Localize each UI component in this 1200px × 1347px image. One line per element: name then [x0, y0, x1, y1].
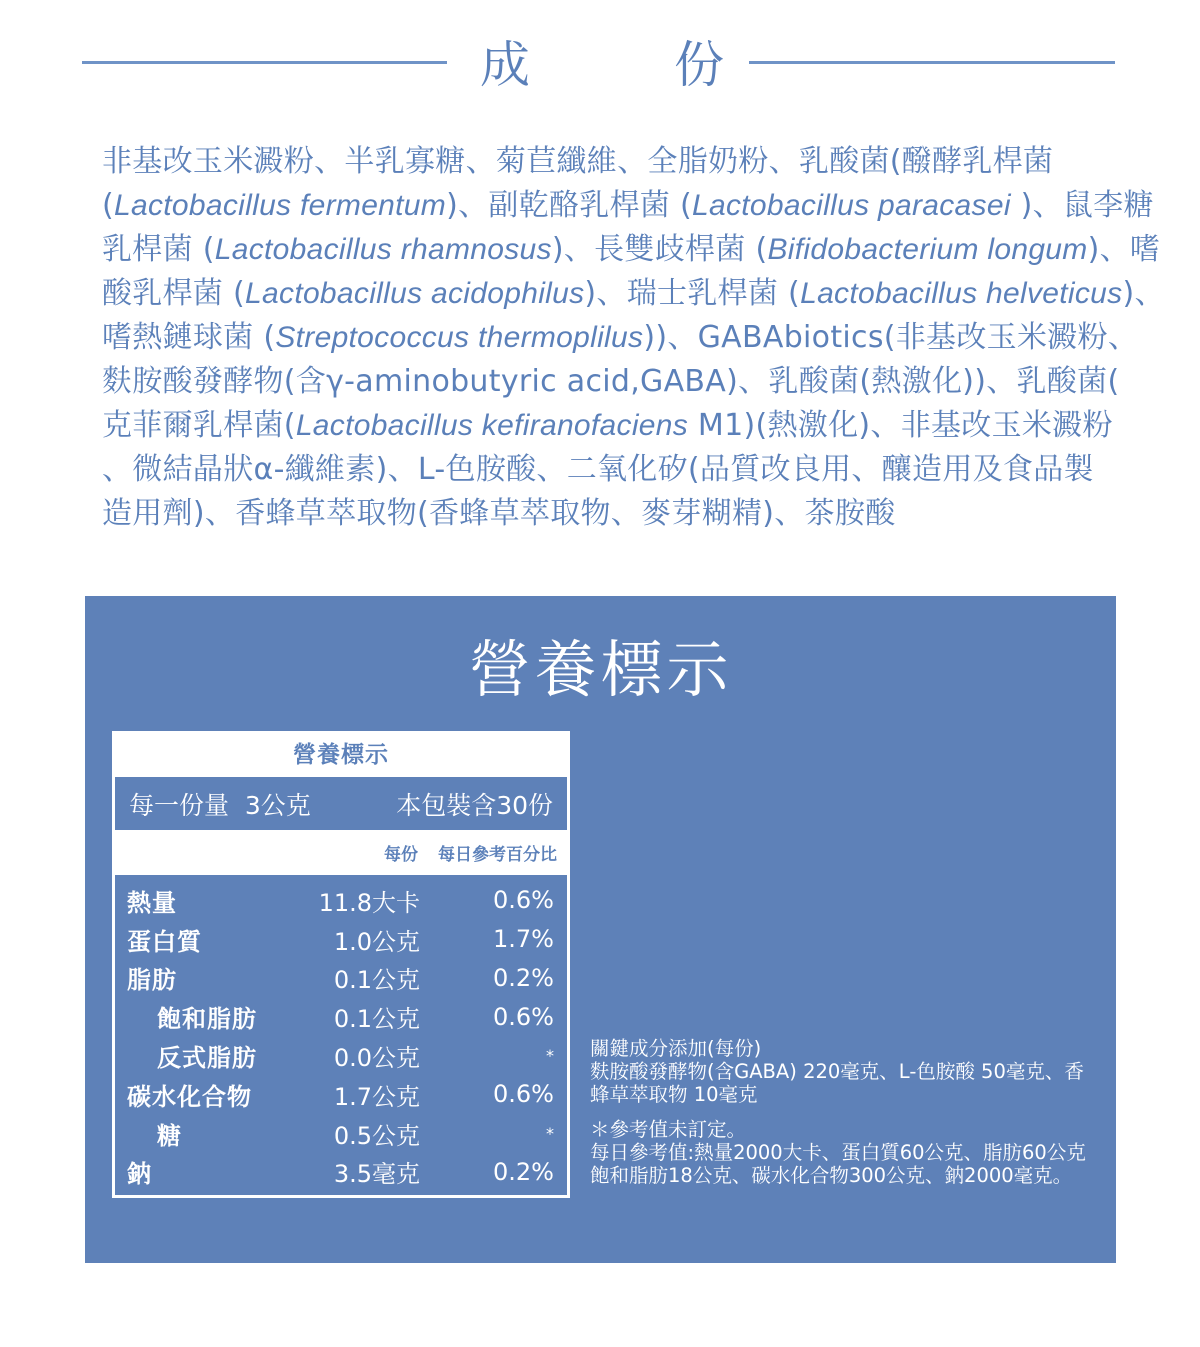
- nutrient-pct: 1.7%: [493, 925, 554, 954]
- nutrient-name: 熱量: [127, 888, 177, 917]
- nutrition-notes: [590, 1037, 1110, 1199]
- ingredients-line: 酸乳桿菌 (Lactobacillus acidophilus)、瑞士乳桿菌 (Lactobacillus helveticus)、: [102, 276, 1165, 311]
- nutrient-row: [115, 997, 567, 1036]
- ingredients-line: 乳桿菌 (Lactobacillus rhamnosus)、長雙歧桿菌 (Bifidobacterium longum)、嗜: [102, 232, 1161, 267]
- nutrient-name: 飽和脂肪: [157, 1005, 257, 1034]
- nutrient-row: [115, 959, 567, 998]
- title-char-1: 成: [480, 36, 530, 94]
- ingredients-heading: [82, 24, 1115, 98]
- nutrient-amount: 0.1公克: [333, 1005, 420, 1034]
- nutrient-pct: 0.6%: [493, 1002, 554, 1031]
- nutrient-row: [115, 1114, 567, 1153]
- nutrition-label-title: 營養標示: [115, 734, 567, 777]
- heading-rule-right: [749, 61, 1115, 64]
- nutrient-amount: 0.0公克: [333, 1044, 420, 1073]
- serving-info: [115, 777, 567, 830]
- nutrient-pct: 0.6%: [493, 886, 554, 915]
- ingredients-line: (Lactobacillus fermentum)、副乾酪乳桿菌 (Lactobacillus paracasei )、鼠李糖: [102, 188, 1154, 223]
- nutrient-row: [115, 1075, 567, 1114]
- nutrient-name: 鈉: [127, 1160, 152, 1189]
- column-headers: [115, 830, 567, 875]
- serving-size: 每一份量 3公克: [129, 790, 311, 820]
- nutrition-label: [112, 731, 570, 1198]
- heading-rule-left: [82, 61, 447, 64]
- col-per-serving: 每份: [384, 845, 418, 865]
- nutrient-amount: 11.8大卡: [318, 888, 420, 917]
- ingredients-line: 克菲爾乳桿菌(Lactobacillus kefiranofaciens M1)(熱激化)、非基改玉米澱粉: [102, 408, 1113, 443]
- ingredients-line: 非基改玉米澱粉、半乳寡糖、菊苣纖維、全脂奶粉、乳酸菌(醱酵乳桿菌: [102, 144, 1054, 179]
- ingredients-text: [102, 140, 1165, 536]
- nutrient-name: 脂肪: [127, 966, 177, 995]
- note-line: 麩胺酸發酵物(含GABA) 220毫克、L-色胺酸 50毫克、香: [590, 1060, 1084, 1083]
- key-ingredients-note: [590, 1037, 1110, 1106]
- nutrient-amount: 0.5公克: [333, 1121, 420, 1150]
- nutrient-pct: 0.2%: [493, 963, 554, 992]
- ingredients-line: 麩胺酸發酵物(含γ-aminobutyric acid,GABA)、乳酸菌(熱激化))、乳酸菌(: [102, 364, 1120, 399]
- ingredients-line: 造用劑)、香蜂草萃取物(香蜂草萃取物、麥芽糊精)、茶胺酸: [102, 496, 896, 531]
- note-line: 蜂草萃取物 10毫克: [590, 1083, 758, 1106]
- nutrient-name: 蛋白質: [127, 927, 202, 956]
- nutrient-pct: *: [546, 1046, 554, 1066]
- note-line: 飽和脂肪18公克、碳水化合物300公克、鈉2000毫克。: [590, 1164, 1073, 1187]
- nutrient-row: [115, 920, 567, 959]
- nutrient-amount: 3.5毫克: [333, 1160, 420, 1189]
- nutrient-pct: *: [546, 1123, 554, 1143]
- ingredients-line: 嗜熱鏈球菌 (Streptococcus thermoplilus))、GABAbiotics(非基改玉米澱粉、: [102, 320, 1139, 355]
- note-line: 每日參考值:熱量2000大卡、蛋白質60公克、脂肪60公克: [590, 1141, 1086, 1164]
- reference-note: [590, 1118, 1110, 1187]
- nutrient-pct: 0.2%: [493, 1157, 554, 1186]
- title-char-2: 份: [674, 36, 724, 94]
- nutrient-row: [115, 1036, 567, 1075]
- nutrient-name: 反式脂肪: [157, 1044, 257, 1073]
- ingredients-line: 、微結晶狀α-纖維素)、L-色胺酸、二氧化矽(品質改良用、釀造用及食品製: [102, 452, 1094, 487]
- nutrient-row: [115, 1153, 567, 1192]
- nutrient-name: 碳水化合物: [127, 1082, 252, 1111]
- servings-per-pack: 本包裝含30份: [396, 790, 553, 820]
- note-line: 關鍵成分添加(每份): [590, 1037, 762, 1060]
- nutrient-amount: 0.1公克: [333, 966, 420, 995]
- nutrition-panel-title: 營養標示: [468, 633, 733, 706]
- col-daily-pct: 每日參考百分比: [438, 845, 557, 865]
- nutrient-amount: 1.7公克: [333, 1082, 420, 1111]
- nutrient-row: [115, 881, 567, 920]
- nutrition-panel: [85, 596, 1116, 1263]
- nutrition-rows: [115, 875, 567, 1191]
- ingredients-title: [462, 24, 742, 98]
- note-line: ＊參考值未訂定。: [590, 1118, 747, 1141]
- nutrient-name: 糖: [157, 1121, 182, 1150]
- nutrient-amount: 1.0公克: [333, 927, 420, 956]
- nutrient-pct: 0.6%: [493, 1080, 554, 1109]
